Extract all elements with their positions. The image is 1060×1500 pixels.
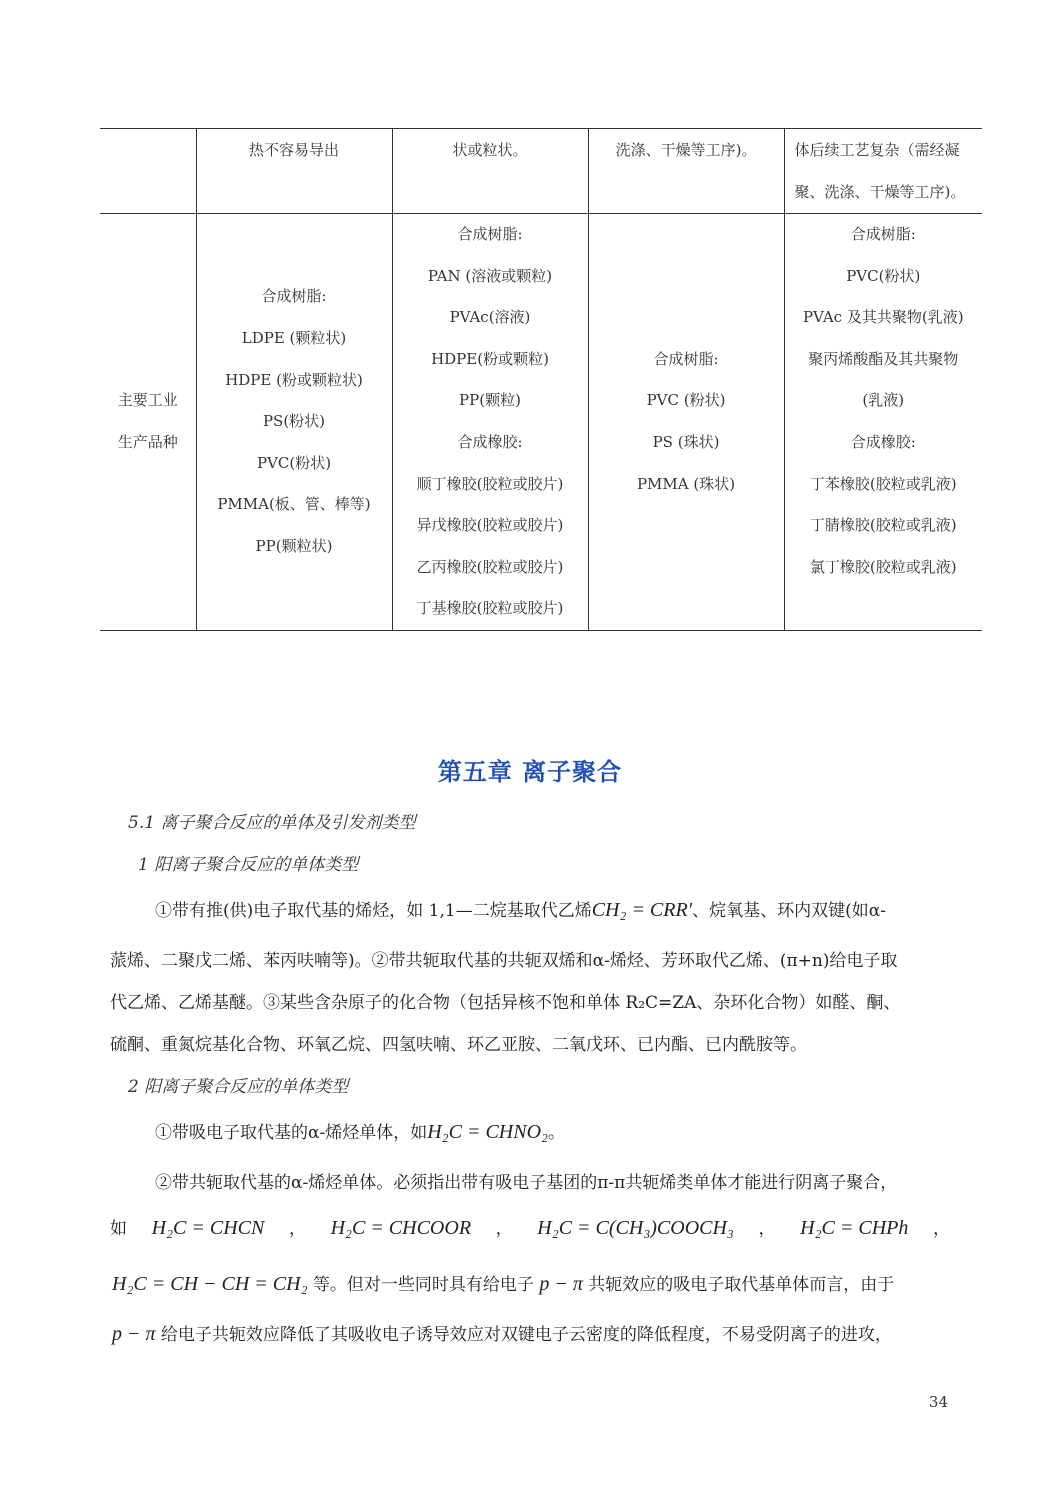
page-number: 34 <box>928 1393 948 1411</box>
polymerization-comparison-table <box>100 128 982 631</box>
subsection-heading: 1 阳离子聚合反应的单体类型 <box>138 855 359 875</box>
paragraph-line: ①带吸电子取代基的α-烯烃单体，如H₂C = CHNO₂。 <box>155 1121 565 1143</box>
table-row <box>100 129 982 214</box>
formula: H₂C = CHNO₂ <box>427 1121 548 1143</box>
row-header-cell: 主要工业 生产品种 <box>100 214 196 631</box>
table-cell: 合成树脂: PAN (溶液或颗粒) PVAc(溶液) HDPE(粉或颗粒) PP(颗粒) 合成橡胶: 顺丁橡胶(胶粒或胶片) 异戊橡胶(胶粒或胶片) 乙丙橡胶(胶粒或胶片) 丁基橡胶(胶粒或胶片) <box>392 214 588 631</box>
table-cell: 合成树脂: LDPE (颗粒状) HDPE (粉或颗粒状) PS(粉状) PVC(粉状) PMMA(板、管、棒等) PP(颗粒状) <box>196 214 392 631</box>
paragraph-line: H₂C = CH − CH = CH₂ 等。但对一些同时具有给电子 p − π 共轭效应的吸电子取代基单体而言，由于 <box>112 1273 895 1295</box>
formula: H₂C = CHCOOR <box>330 1217 472 1239</box>
paragraph-line: ②带共轭取代基的α-烯烃单体。必须指出带有吸电子基团的π-π共轭烯类单体才能进行阴离子聚合， <box>155 1173 898 1193</box>
formula: H₂C = CHCN <box>151 1217 265 1239</box>
table-cell: 洗涤、干燥等工序)。 <box>588 129 784 214</box>
table-cell: 体后续工艺复杂（需经凝 聚、洗涤、干燥等工序)。 <box>784 129 982 214</box>
table-cell: 合成树脂: PVC (粉状) PS (珠状) PMMA (珠状) <box>588 214 784 631</box>
formula: p − π <box>112 1323 156 1345</box>
table-row <box>100 214 982 631</box>
formula: H₂C = CH − CH = CH₂ <box>112 1273 308 1295</box>
paragraph-line: p − π 给电子共轭效应降低了其吸收电子诱导效应对双键电子云密度的降低程度，不易受阴离子的进攻， <box>112 1323 892 1345</box>
formula: p − π <box>539 1273 583 1295</box>
table-cell <box>100 129 196 214</box>
paragraph-line: 硫酮、重氮烷基化合物、环氧乙烷、四氢呋喃、环乙亚胺、二氧戊环、已内酯、已内酰胺等。 <box>110 1035 807 1055</box>
table-cell: 合成树脂: PVC(粉状) PVAc 及其共聚物(乳液) 聚丙烯酸酯及其共聚物 (乳液) 合成橡胶: 丁苯橡胶(胶粒或乳液) 丁腈橡胶(胶粒或乳液) 氯丁橡胶(胶粒或乳液) <box>784 214 982 631</box>
table-cell: 状或粒状。 <box>392 129 588 214</box>
section-heading: 5.1 离子聚合反应的单体及引发剂类型 <box>128 813 416 833</box>
chapter-title: 第五章 离子聚合 <box>437 758 623 786</box>
paragraph-line: 蒎烯、二聚戊二烯、苯丙呋喃等)。②带共轭取代基的共轭双烯和α-烯烃、芳环取代乙烯、(π+n)给电子取 <box>110 951 898 971</box>
formula-line: 如 H₂C = CHCN ， H₂C = CHCOOR ， H₂C = C(CH₃)COOCH₃ ， H₂C = CHPh ， <box>110 1217 950 1239</box>
formula: H₂C = CHPh <box>800 1217 909 1239</box>
paragraph-line: 代乙烯、乙烯基醚。③某些含杂原子的化合物（包括异核不饱和单体 R₂C=ZA、杂环化合物）如醛、酮、 <box>110 993 901 1013</box>
table-cell: 热不容易导出 <box>196 129 392 214</box>
formula: H₂C = C(CH₃)COOCH₃ <box>537 1217 734 1239</box>
formula: CH₂ = CRR′ <box>591 899 693 921</box>
paragraph-line: ①带有推(供)电子取代基的烯烃，如 1,1—二烷基取代乙烯CH₂ = CRR′、烷氧基、环内双键(如α- <box>155 899 886 921</box>
subsection-heading: 2 阳离子聚合反应的单体类型 <box>128 1077 349 1097</box>
